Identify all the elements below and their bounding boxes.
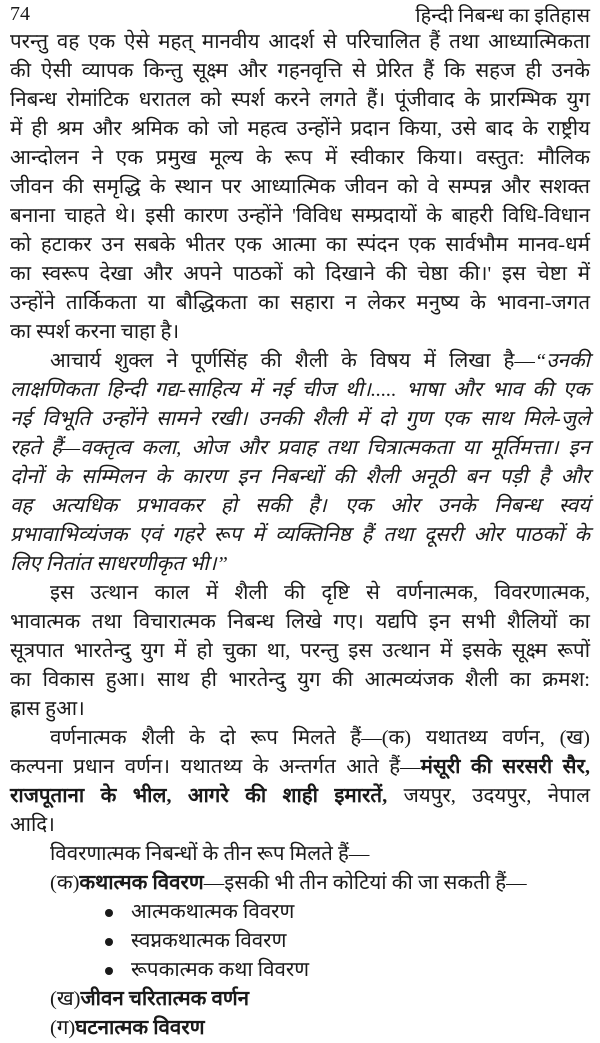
text-line <box>10 260 590 289</box>
text-segment: बनाना चाहते थे। इसी कारण उन्होंने 'विविध सम्प्रदायों के बाहरी विधि-विधान <box>10 205 590 227</box>
bold-text: कथात्मक विवरण <box>79 872 204 894</box>
text-segment: (ग) <box>50 1017 76 1039</box>
quoted-text: रहते हैं—वक्तृत्व कला, ओज और प्रवाह तथा चित्रात्मकता या मूर्तिमत्ता। इन <box>10 437 590 459</box>
text-line <box>10 347 590 376</box>
text-segment: —इसकी भी तीन कोटियां की जा सकती हैं— <box>203 872 527 894</box>
text-segment: निबन्ध रोमांटिक धरातल को स्पर्श करने लगते हैं। पूंजीवाद के प्रारम्भिक युग <box>10 89 590 111</box>
text-line <box>10 289 590 318</box>
bullet-item <box>10 898 590 927</box>
text-segment: वर्णनात्मक शैली के दो रूप मिलते हैं—(क) यथातथ्य वर्णन, (ख) <box>50 727 590 749</box>
text-line <box>10 202 590 231</box>
text-segment: परन्तु वह एक ऐसे महत् मानवीय आदर्श से परिचालित हैं तथा आध्यात्मिकता <box>10 31 590 53</box>
page-number: 74 <box>10 2 30 25</box>
text-line <box>10 28 590 57</box>
text-line <box>10 521 590 550</box>
text-segment: का विकास हुआ। साथ ही भारतेन्दु युग की आत्मव्यंजक शैली का क्रमश: <box>10 669 590 691</box>
text-line <box>10 1014 590 1043</box>
text-line <box>10 782 590 811</box>
page-body <box>10 28 590 1043</box>
text-segment: इस उत्थान काल में शैली की दृष्टि से वर्णनात्मक, विवरणात्मक, <box>50 582 590 604</box>
text-line <box>10 637 590 666</box>
text-segment: ह्रास हुआ। <box>10 698 85 720</box>
quoted-text: दोनों के सम्मिलन के कारण इन निबन्धों की शैली अनूठी बन पड़ी है और <box>10 466 590 488</box>
text-line <box>10 695 590 724</box>
text-line <box>10 318 590 347</box>
text-segment: (क) <box>50 872 80 894</box>
quoted-text: लिए नितांत साधरणीकृत भी।” <box>10 553 228 575</box>
text-segment: स्वप्नकथात्मक विवरण <box>131 930 287 952</box>
text-segment: आन्दोलन ने एक प्रमुख मूल्य के रूप में स्वीकार किया। वस्तुत: मौलिक <box>10 147 590 169</box>
text-line <box>10 86 590 115</box>
text-line <box>10 405 590 434</box>
text-segment: में ही श्रम और श्रमिक को जो महत्व उन्होंने प्रदान किया, उसे बाद के राष्ट्रीय <box>10 118 590 140</box>
text-segment: जयपुर, उदयपुर, नेपाल <box>387 785 590 807</box>
text-segment: आचार्य शुक्ल ने पूर्णसिंह की शैली के विषय में लिखा है— <box>50 350 535 372</box>
running-header <box>10 0 590 28</box>
text-line <box>10 869 590 898</box>
text-line <box>10 144 590 173</box>
text-line <box>10 173 590 202</box>
text-line <box>10 753 590 782</box>
text-segment: कल्पना प्रधान वर्णन। यथातथ्य के अन्तर्गत आते हैं— <box>10 756 421 778</box>
text-line <box>10 666 590 695</box>
text-segment: सूत्रपात भारतेन्दु युग में हो चुका था, परन्तु इस उत्थान में इसके सूक्ष्म रूपों <box>10 640 590 662</box>
text-segment: (ख) <box>50 988 81 1010</box>
quoted-text: प्रभावाभिव्यंजक एवं गहरे रूप में व्यक्तिनिष्ठ हैं तथा दूसरी ओर पाठकों के <box>10 524 591 546</box>
bullet-item <box>10 927 590 956</box>
text-segment: को हटाकर उन सबके भीतर एक आत्मा का स्पंदन एक सार्वभौम मानव-धर्म <box>10 234 590 256</box>
text-segment: भावात्मक तथा विचारात्मक निबन्ध लिखे गए। यद्यपि इन सभी शैलियों का <box>10 611 590 633</box>
text-line <box>10 579 590 608</box>
text-line <box>10 434 590 463</box>
quoted-text: लाक्षणिकता हिन्दी गद्य-साहित्य में नई चीज थी।..... भाषा और भाव की एक <box>10 379 590 401</box>
bullet-icon <box>105 938 113 946</box>
text-segment: का स्वरूप देखा और अपने पाठकों को दिखाने की चेष्ठा की।' इस चेष्टा में <box>10 263 590 285</box>
text-segment: रूपकात्मक कथा विवरण <box>131 959 310 981</box>
text-segment: विवरणात्मक निबन्धों के तीन रूप मिलते हैं— <box>50 843 370 865</box>
bold-text: राजपूताना के भील, आगरे की शाही इमारतें, <box>10 785 388 807</box>
quoted-text: वह अत्यधिक प्रभावकर हो सकी है। एक ओर उनके निबन्ध स्वयं <box>10 495 590 517</box>
text-line <box>10 231 590 260</box>
text-segment: आदि। <box>10 814 55 836</box>
quoted-text: “उनकी <box>534 350 590 372</box>
text-line <box>10 376 590 405</box>
text-line <box>10 463 590 492</box>
text-line <box>10 985 590 1014</box>
bullet-icon <box>105 967 113 975</box>
bullet-item <box>10 956 590 985</box>
text-segment: उन्होंने तार्किकता या बौद्धिकता का सहारा न लेकर मनुष्य के भावना-जगत <box>10 292 590 314</box>
text-segment: का स्पर्श करना चाहा है। <box>10 321 180 343</box>
text-line <box>10 811 590 840</box>
text-line <box>10 492 590 521</box>
text-segment: की ऐसी व्यापक किन्तु सूक्ष्म और गहनवृत्ति से प्रेरित हैं कि सहज ही उनके <box>10 60 590 82</box>
bold-text: जीवन चरितात्मक वर्णन <box>80 988 250 1010</box>
text-line <box>10 115 590 144</box>
bold-text: घटनात्मक विवरण <box>75 1017 205 1039</box>
text-line <box>10 550 590 579</box>
quoted-text: नई विभूति उन्होंने सामने रखी। उनकी शैली में दो गुण एक साथ मिले-जुले <box>10 408 590 430</box>
bullet-icon <box>105 909 113 917</box>
text-line <box>10 840 590 869</box>
text-segment: जीवन की समृद्धि के स्थान पर आध्यात्मिक जीवन को वे सम्पन्न और सशक्त <box>10 176 590 198</box>
text-segment: आत्मकथात्मक विवरण <box>131 901 295 923</box>
running-title: हिन्दी निबन्ध का इतिहास <box>415 4 590 27</box>
bold-text: मंसूरी की सरसरी सैर, <box>420 756 590 778</box>
text-line <box>10 57 590 86</box>
text-line <box>10 724 590 753</box>
text-line <box>10 608 590 637</box>
